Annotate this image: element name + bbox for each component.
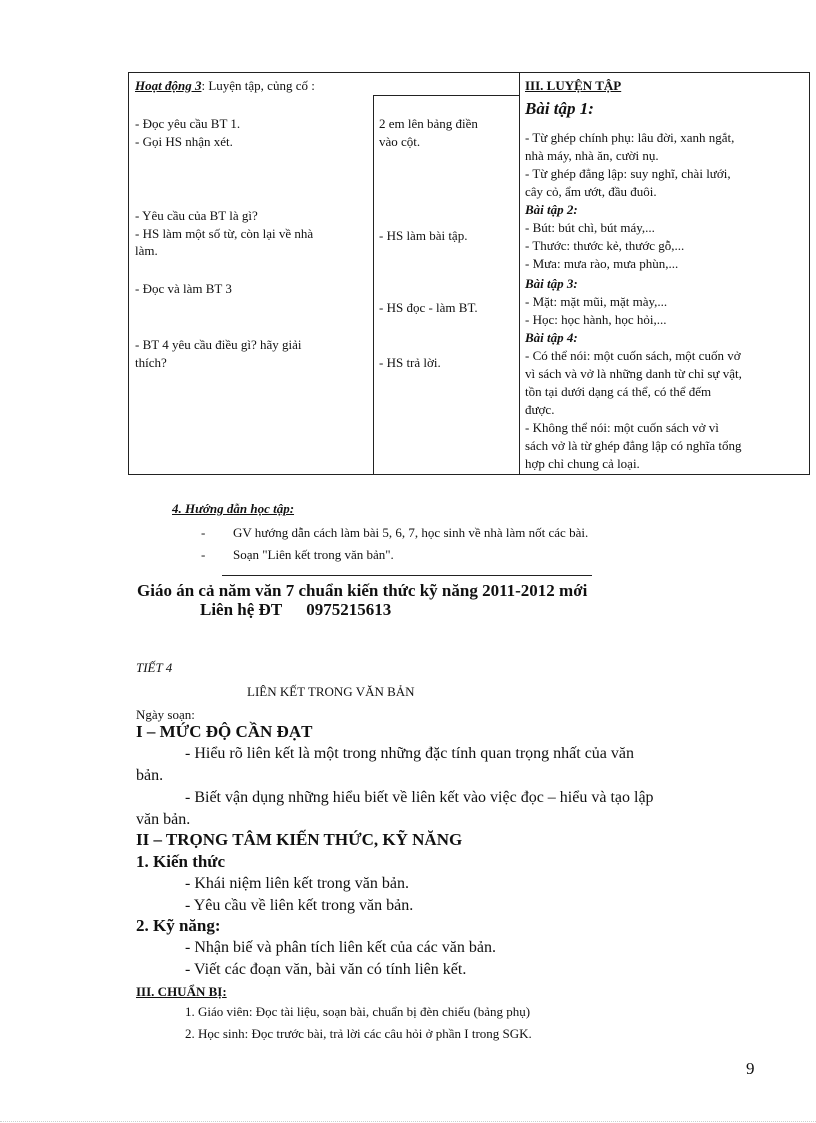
skill-title: 2. Kỹ năng: [136,916,221,935]
teacher-step: - Đọc và làm BT 3 [135,281,232,296]
separator-line [222,575,592,576]
table-header-rule [373,95,520,96]
exercise-1-title: Bài tập 1: [525,99,594,118]
promo-phone: 0975215613 [306,600,392,619]
prep-item: 1. Giáo viên: Đọc tài liệu, soạn bài, chuẩn bị đèn chiếu (bảng phụ) [185,1004,531,1019]
teacher-step: thích? [135,355,167,370]
section-3-title: III. CHUẨN BỊ: [136,984,227,999]
exercise-line: - Học: học hành, học hỏi,... [525,312,667,327]
objective-line: - Biết vận dụng những hiểu biết về liên kết vào việc đọc – hiểu và tạo lập [185,789,654,806]
teacher-step: - BT 4 yêu cầu điều gì? hãy giải [135,337,302,352]
exercise-line: - Thước: thước kẻ, thước gỗ,... [525,238,685,253]
teacher-step: - Đọc yêu cầu BT 1. [135,116,241,131]
knowledge-item: - Khái niệm liên kết trong văn bản. [185,875,409,892]
exercise-line: cây cỏ, ẩm ướt, đầu đuôi. [525,184,657,199]
guide-item: Soạn "Liên kết trong văn bản". [233,547,394,562]
activity-heading [135,77,315,94]
skill-item: - Viết các đoạn văn, bài văn có tính liên kết. [185,961,467,978]
activity-heading-label: Hoạt động 3 [135,78,202,93]
exercise-line: sách vở là từ ghép đẳng lập có nghĩa tổng [525,438,742,453]
prep-item: 2. Học sinh: Đọc trước bài, trả lời các câu hỏi ở phần I trong SGK. [185,1026,532,1041]
guide-item: GV hướng dẫn cách làm bài 5, 6, 7, học sinh về nhà làm nốt các bài. [233,525,589,540]
exercise-2-title: Bài tập 2: [525,202,578,217]
promo-contact [200,599,391,620]
exercise-line: nhà máy, nhà ăn, cười nụ. [525,148,659,163]
knowledge-item: - Yêu cầu về liên kết trong văn bản. [185,897,414,914]
section-1-title: I – MỨC ĐỘ CẦN ĐẠT [136,722,313,741]
exercise-line: - Mặt: mặt mũi, mặt mày,... [525,294,668,309]
exercise-line: - Mưa: mưa rào, mưa phùn,... [525,256,679,271]
teacher-step: làm. [135,243,158,258]
exercise-line: hợp chỉ chung cả loại. [525,456,640,471]
exercise-line: - Từ ghép đẳng lập: suy nghĩ, chài lưới, [525,166,731,181]
lesson-title: LIÊN KẾT TRONG VĂN BẢN [247,684,415,699]
guide-bullet: - [201,547,206,562]
skill-item: - Nhận biế và phân tích liên kết của các văn bản. [185,939,496,956]
exercise-line: - Bút: bút chì, bút máy,... [525,220,655,235]
lesson-period: TIẾT 4 [136,660,173,675]
exercise-line: tồn tại dưới dạng cá thể, có thể đếm [525,384,712,399]
exercise-line: - Từ ghép chính phụ: lâu đời, xanh ngắt, [525,130,735,145]
guide-bullet: - [201,525,206,540]
student-step: - HS làm bài tập. [379,228,468,243]
exercise-line: được. [525,402,555,417]
objective-line: bản. [136,767,164,784]
guide-title: 4. Hướng dẫn học tập: [172,501,295,516]
table-divider-1 [373,95,374,474]
teacher-step: - Gọi HS nhận xét. [135,134,233,149]
table-divider-2 [519,73,520,474]
objective-line: văn bản. [136,811,191,828]
promo-contact-label: Liên hệ ĐT [200,600,283,619]
promo-line: Giáo án cả năm văn 7 chuẩn kiến thức kỹ năng 2011-2012 mới [137,581,588,600]
exercise-3-title: Bài tập 3: [525,276,578,291]
date-label: Ngày soạn: [136,707,195,722]
student-step: 2 em lên bảng điền [379,116,478,131]
exercise-line: vì sách và vở là những danh từ chỉ sự vật, [525,366,742,381]
student-step: - HS trả lời. [379,355,441,370]
practice-section-title: III. LUYỆN TẬP [525,78,622,93]
teacher-step: - HS làm một số từ, còn lại về nhà [135,226,314,241]
page-edge [0,1121,816,1122]
activity-heading-rest: : Luyện tập, củng cố : [201,78,315,93]
exercise-line: - Không thể nói: một cuốn sách vở vì [525,420,719,435]
page-number: 9 [746,1059,755,1078]
objective-line: - Hiểu rõ liên kết là một trong những đặc tính quan trọng nhất của văn [185,745,634,762]
student-step: vào cột. [379,134,421,149]
activity-table [128,72,810,475]
teacher-step: - Yêu cầu của BT là gì? [135,208,258,223]
student-step: - HS đọc - làm BT. [379,300,478,315]
exercise-4-title: Bài tập 4: [525,330,578,345]
exercise-line: - Có thể nói: một cuốn sách, một cuốn vở [525,348,741,363]
section-2-title: II – TRỌNG TÂM KIẾN THỨC, KỸ NĂNG [136,830,463,849]
knowledge-title: 1. Kiến thức [136,852,226,871]
